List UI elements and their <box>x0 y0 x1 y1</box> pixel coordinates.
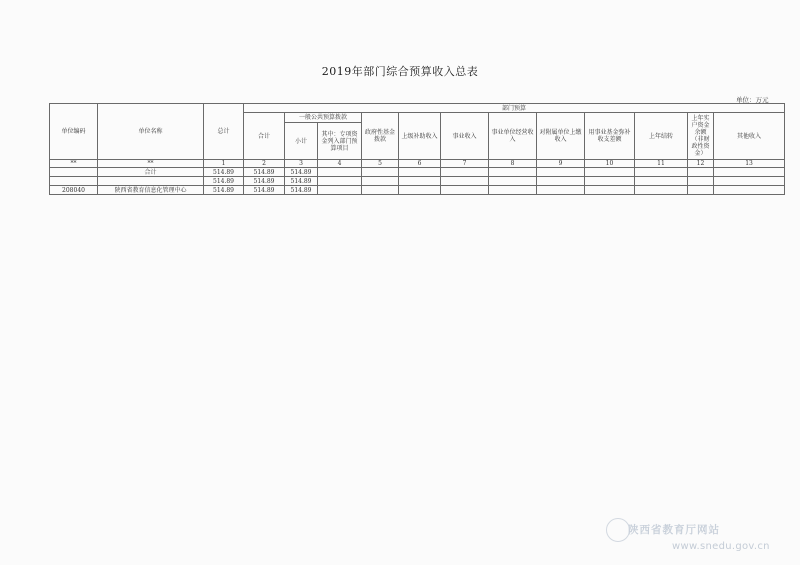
header-gb-special: 其中：专项资金列入部门预算项目 <box>318 123 362 160</box>
watermark-text: 陕西省教育厅网站 <box>628 524 720 536</box>
index-cell: 11 <box>635 160 688 168</box>
index-cell: 4 <box>318 160 362 168</box>
header-unit-name: 单位名称 <box>98 104 204 160</box>
header-upper-subsidy: 上级补助收入 <box>399 113 441 160</box>
header-subtotal: 合计 <box>244 113 285 160</box>
index-cell: 10 <box>585 160 635 168</box>
header-prev-unused: 上年实户资金余额（非财政性资金） <box>688 113 714 160</box>
header-prev-carryover: 上年结转 <box>635 113 688 160</box>
header-other-income: 其他收入 <box>714 113 785 160</box>
index-cell: 13 <box>714 160 785 168</box>
table-row <box>50 177 785 186</box>
index-cell: 6 <box>399 160 441 168</box>
index-cell: 3 <box>285 160 318 168</box>
cell-code: 208040 <box>50 186 98 195</box>
index-cell: 2 <box>244 160 285 168</box>
header-gov-fund: 政府性基金拨款 <box>362 113 399 160</box>
index-cell: 1 <box>204 160 244 168</box>
cell-name: 陕西省教育信息化管理中心 <box>98 186 204 195</box>
index-cell: 12 <box>688 160 714 168</box>
cell-gb-subtotal: 514.89 <box>285 168 318 177</box>
cell-total: 514.89 <box>204 168 244 177</box>
cell-subtotal: 514.89 <box>244 186 285 195</box>
header-dept-budget: 部门预算 <box>244 104 785 113</box>
page-title: 2019年部门综合预算收入总表 <box>321 65 479 78</box>
cell-gb-subtotal: 514.89 <box>285 186 318 195</box>
cell-gb-subtotal: 514.89 <box>285 177 318 186</box>
budget-income-table <box>49 103 785 195</box>
cell-code <box>50 168 98 177</box>
table-row <box>50 186 785 195</box>
unit-label: 单位：万元 <box>736 96 769 104</box>
header-operating-income: 事业单位经营收入 <box>489 113 537 160</box>
header-business-income: 事业收入 <box>441 113 489 160</box>
cell-name <box>98 177 204 186</box>
index-cell: 8 <box>489 160 537 168</box>
header-total: 总计 <box>204 104 244 160</box>
index-cell: ** <box>98 160 204 168</box>
header-unit-code: 单位编码 <box>50 104 98 160</box>
index-cell: 9 <box>537 160 585 168</box>
cell-name: 合计 <box>98 168 204 177</box>
watermark-seal-icon <box>606 518 630 542</box>
cell-subtotal: 514.89 <box>244 177 285 186</box>
header-fund-balance: 用事业基金弥补收支差额 <box>585 113 635 160</box>
cell-subtotal: 514.89 <box>244 168 285 177</box>
header-subordinate-income: 对附属单位上缴收入 <box>537 113 585 160</box>
table-row <box>50 168 785 177</box>
header-general-budget: 一般公共预算拨款 <box>285 113 362 123</box>
index-cell: 7 <box>441 160 489 168</box>
header-gb-subtotal: 小计 <box>285 123 318 160</box>
index-row <box>50 160 785 168</box>
watermark-url: www.snedu.gov.cn <box>672 541 770 552</box>
index-cell: 5 <box>362 160 399 168</box>
cell-total: 514.89 <box>204 186 244 195</box>
index-cell: ** <box>50 160 98 168</box>
cell-code <box>50 177 98 186</box>
cell-total: 514.89 <box>204 177 244 186</box>
